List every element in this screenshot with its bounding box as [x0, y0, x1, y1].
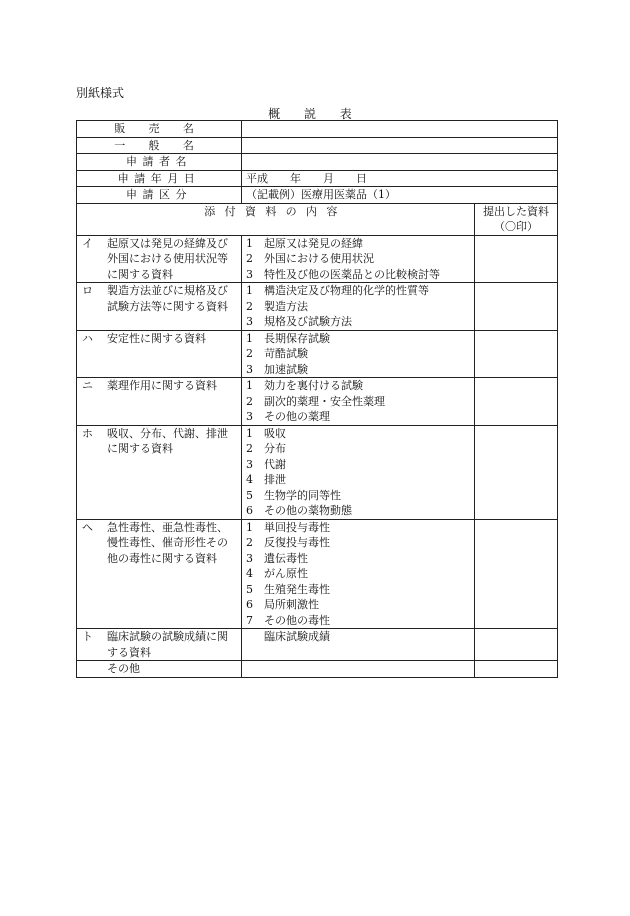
category-name: 吸収、分布、代謝、排泄に関する資料	[107, 426, 228, 455]
item-number: 2	[246, 394, 253, 408]
category-row	[77, 283, 558, 331]
category-cell	[77, 629, 242, 661]
info-value[interactable]: 平成 年 月 日	[242, 170, 558, 187]
item-text: 排泄	[264, 473, 286, 486]
item-line	[246, 488, 470, 504]
header-submitted-line2: （〇印）	[494, 220, 538, 233]
category-row	[77, 378, 558, 426]
submitted-mark-cell[interactable]	[475, 283, 558, 331]
item-number: 6	[246, 504, 253, 517]
category-cell	[77, 283, 242, 331]
item-text: 副次的薬理・安全性薬理	[264, 394, 385, 408]
info-label: 申請年月日	[77, 170, 242, 187]
item-text: 外国における使用状況	[264, 252, 374, 265]
category-items	[242, 330, 475, 378]
item-line	[246, 535, 470, 551]
item-text: その他の薬物動態	[264, 504, 352, 517]
info-row	[77, 154, 558, 171]
category-name: 安定性に関する資料	[107, 331, 206, 345]
item-text: その他の薬理	[264, 410, 330, 423]
category-cell	[77, 330, 242, 378]
info-row	[77, 170, 558, 187]
info-row	[77, 187, 558, 204]
submitted-mark-cell[interactable]	[475, 330, 558, 378]
category-items	[242, 283, 475, 331]
item-line	[246, 582, 470, 598]
submitted-mark-cell[interactable]	[475, 235, 558, 283]
category-name: 薬理作用に関する資料	[107, 379, 217, 392]
category-row	[77, 330, 558, 378]
category-section	[77, 235, 558, 677]
item-number: 7	[246, 613, 253, 627]
item-text: 単回投与毒性	[264, 520, 330, 534]
item-number: 3	[246, 315, 253, 328]
category-mark: ロ	[82, 284, 93, 297]
item-number: 3	[246, 267, 253, 281]
item-line	[246, 314, 470, 330]
info-label: 申請区分	[77, 187, 242, 204]
item-line	[246, 613, 470, 629]
item-number: 1	[246, 236, 253, 250]
category-mark: ヘ	[82, 520, 93, 534]
item-line	[246, 629, 470, 645]
item-number: 1	[246, 520, 253, 534]
category-mark: イ	[82, 236, 93, 250]
item-number: 2	[246, 252, 253, 265]
item-number: 2	[246, 299, 253, 313]
item-text: 特性及び他の医薬品との比較検討等	[264, 267, 440, 281]
item-text: その他の毒性	[264, 613, 330, 627]
item-line	[246, 346, 470, 362]
category-mark: ホ	[82, 426, 93, 440]
header-submitted-line1: 提出した資料	[483, 204, 549, 218]
info-row	[77, 137, 558, 154]
item-line	[246, 551, 470, 567]
item-line	[246, 331, 470, 347]
item-text: 反復投与毒性	[264, 536, 330, 549]
info-row	[77, 121, 558, 138]
item-text: 生殖発生毒性	[264, 582, 330, 596]
header-submitted	[475, 203, 558, 235]
category-mark: ト	[82, 630, 93, 643]
item-line	[246, 597, 470, 613]
item-text: 効力を裏付ける試験	[264, 379, 363, 392]
item-line	[246, 299, 470, 315]
category-row	[77, 629, 558, 661]
category-cell	[77, 235, 242, 283]
header-content: 添付資料の内容	[77, 203, 475, 235]
category-name: その他	[107, 662, 140, 675]
category-items	[242, 235, 475, 283]
category-items	[242, 425, 475, 519]
page-label: 別紙様式	[76, 86, 125, 100]
category-items	[242, 661, 475, 678]
category-items	[242, 629, 475, 661]
category-name: 臨床試験の試験成績に関する資料	[107, 630, 228, 659]
item-line	[246, 426, 470, 442]
item-number: 4	[246, 567, 253, 580]
item-text: 製造方法	[264, 299, 308, 313]
item-line	[246, 457, 470, 473]
item-number: 1	[246, 379, 253, 392]
item-number: 3	[246, 362, 253, 376]
info-value[interactable]	[242, 137, 558, 154]
item-line	[246, 378, 470, 394]
item-line	[246, 394, 470, 410]
category-row	[77, 235, 558, 283]
item-text: 代謝	[264, 457, 286, 471]
item-line	[246, 251, 470, 267]
overview-table	[76, 120, 558, 678]
item-number: 1	[246, 284, 253, 297]
category-mark: ハ	[82, 331, 93, 345]
header-row	[77, 203, 558, 235]
category-row	[77, 425, 558, 519]
item-text: 分布	[264, 442, 286, 455]
item-number: 4	[246, 473, 253, 486]
category-row	[77, 519, 558, 629]
submitted-mark-cell[interactable]	[475, 519, 558, 629]
category-cell	[77, 519, 242, 629]
item-line	[246, 441, 470, 457]
item-number: 1	[246, 426, 253, 440]
info-section	[77, 121, 558, 236]
item-text: 長期保存試験	[264, 331, 330, 345]
category-cell	[77, 425, 242, 519]
item-line	[246, 283, 470, 299]
item-text: 規格及び試験方法	[264, 315, 352, 328]
info-label: 販 売 名	[77, 121, 242, 138]
item-text: 起原又は発見の経緯	[264, 236, 363, 250]
category-cell	[77, 661, 242, 678]
info-label: 一 般 名	[77, 137, 242, 154]
item-line	[246, 267, 470, 283]
item-line	[246, 566, 470, 582]
info-value[interactable]: （記載例）医療用医薬品（1）	[242, 187, 558, 204]
item-text: 局所刺激性	[264, 598, 319, 611]
info-value[interactable]	[242, 154, 558, 171]
item-number: 3	[246, 410, 253, 423]
item-text: 苛酷試験	[264, 347, 308, 360]
item-text: 加速試験	[264, 362, 308, 376]
category-row	[77, 661, 558, 678]
category-items	[242, 378, 475, 426]
item-text: がん原性	[264, 567, 308, 580]
item-text: 生物学的同等性	[264, 488, 341, 502]
submitted-mark-cell[interactable]	[475, 661, 558, 678]
item-number: 5	[246, 582, 253, 596]
item-number: 1	[246, 331, 253, 345]
item-text: 構造決定及び物理的化学的性質等	[264, 284, 429, 297]
item-number: 5	[246, 488, 253, 502]
item-number: 2	[246, 347, 253, 360]
category-cell	[77, 378, 242, 426]
item-text: 臨床試験成績	[264, 630, 330, 643]
item-text: 遺伝毒性	[264, 551, 308, 565]
item-number: 2	[246, 442, 253, 455]
category-name: 起原又は発見の経緯及び外国における使用状況等に関する資料	[107, 236, 228, 281]
submitted-mark-cell[interactable]	[475, 629, 558, 661]
item-number: 2	[246, 536, 253, 549]
item-line	[246, 362, 470, 378]
item-number: 3	[246, 551, 253, 565]
category-mark: ニ	[82, 379, 93, 392]
item-line	[246, 520, 470, 536]
info-value[interactable]	[242, 121, 558, 138]
category-items	[242, 519, 475, 629]
item-number: 6	[246, 598, 253, 611]
item-line	[246, 409, 470, 425]
submitted-mark-cell[interactable]	[475, 425, 558, 519]
info-label: 申請者名	[77, 154, 242, 171]
item-text: 吸収	[264, 426, 286, 440]
category-name: 製造方法並びに規格及び試験方法等に関する資料	[107, 284, 228, 313]
document-title: 概 説 表	[268, 107, 362, 121]
submitted-mark-cell[interactable]	[475, 378, 558, 426]
item-line	[246, 503, 470, 519]
item-line	[246, 236, 470, 252]
item-number	[246, 629, 264, 645]
category-name: 急性毒性、亜急性毒性、慢性毒性、催奇形性その他の毒性に関する資料	[107, 520, 228, 565]
item-number: 3	[246, 457, 253, 471]
item-line	[246, 472, 470, 488]
